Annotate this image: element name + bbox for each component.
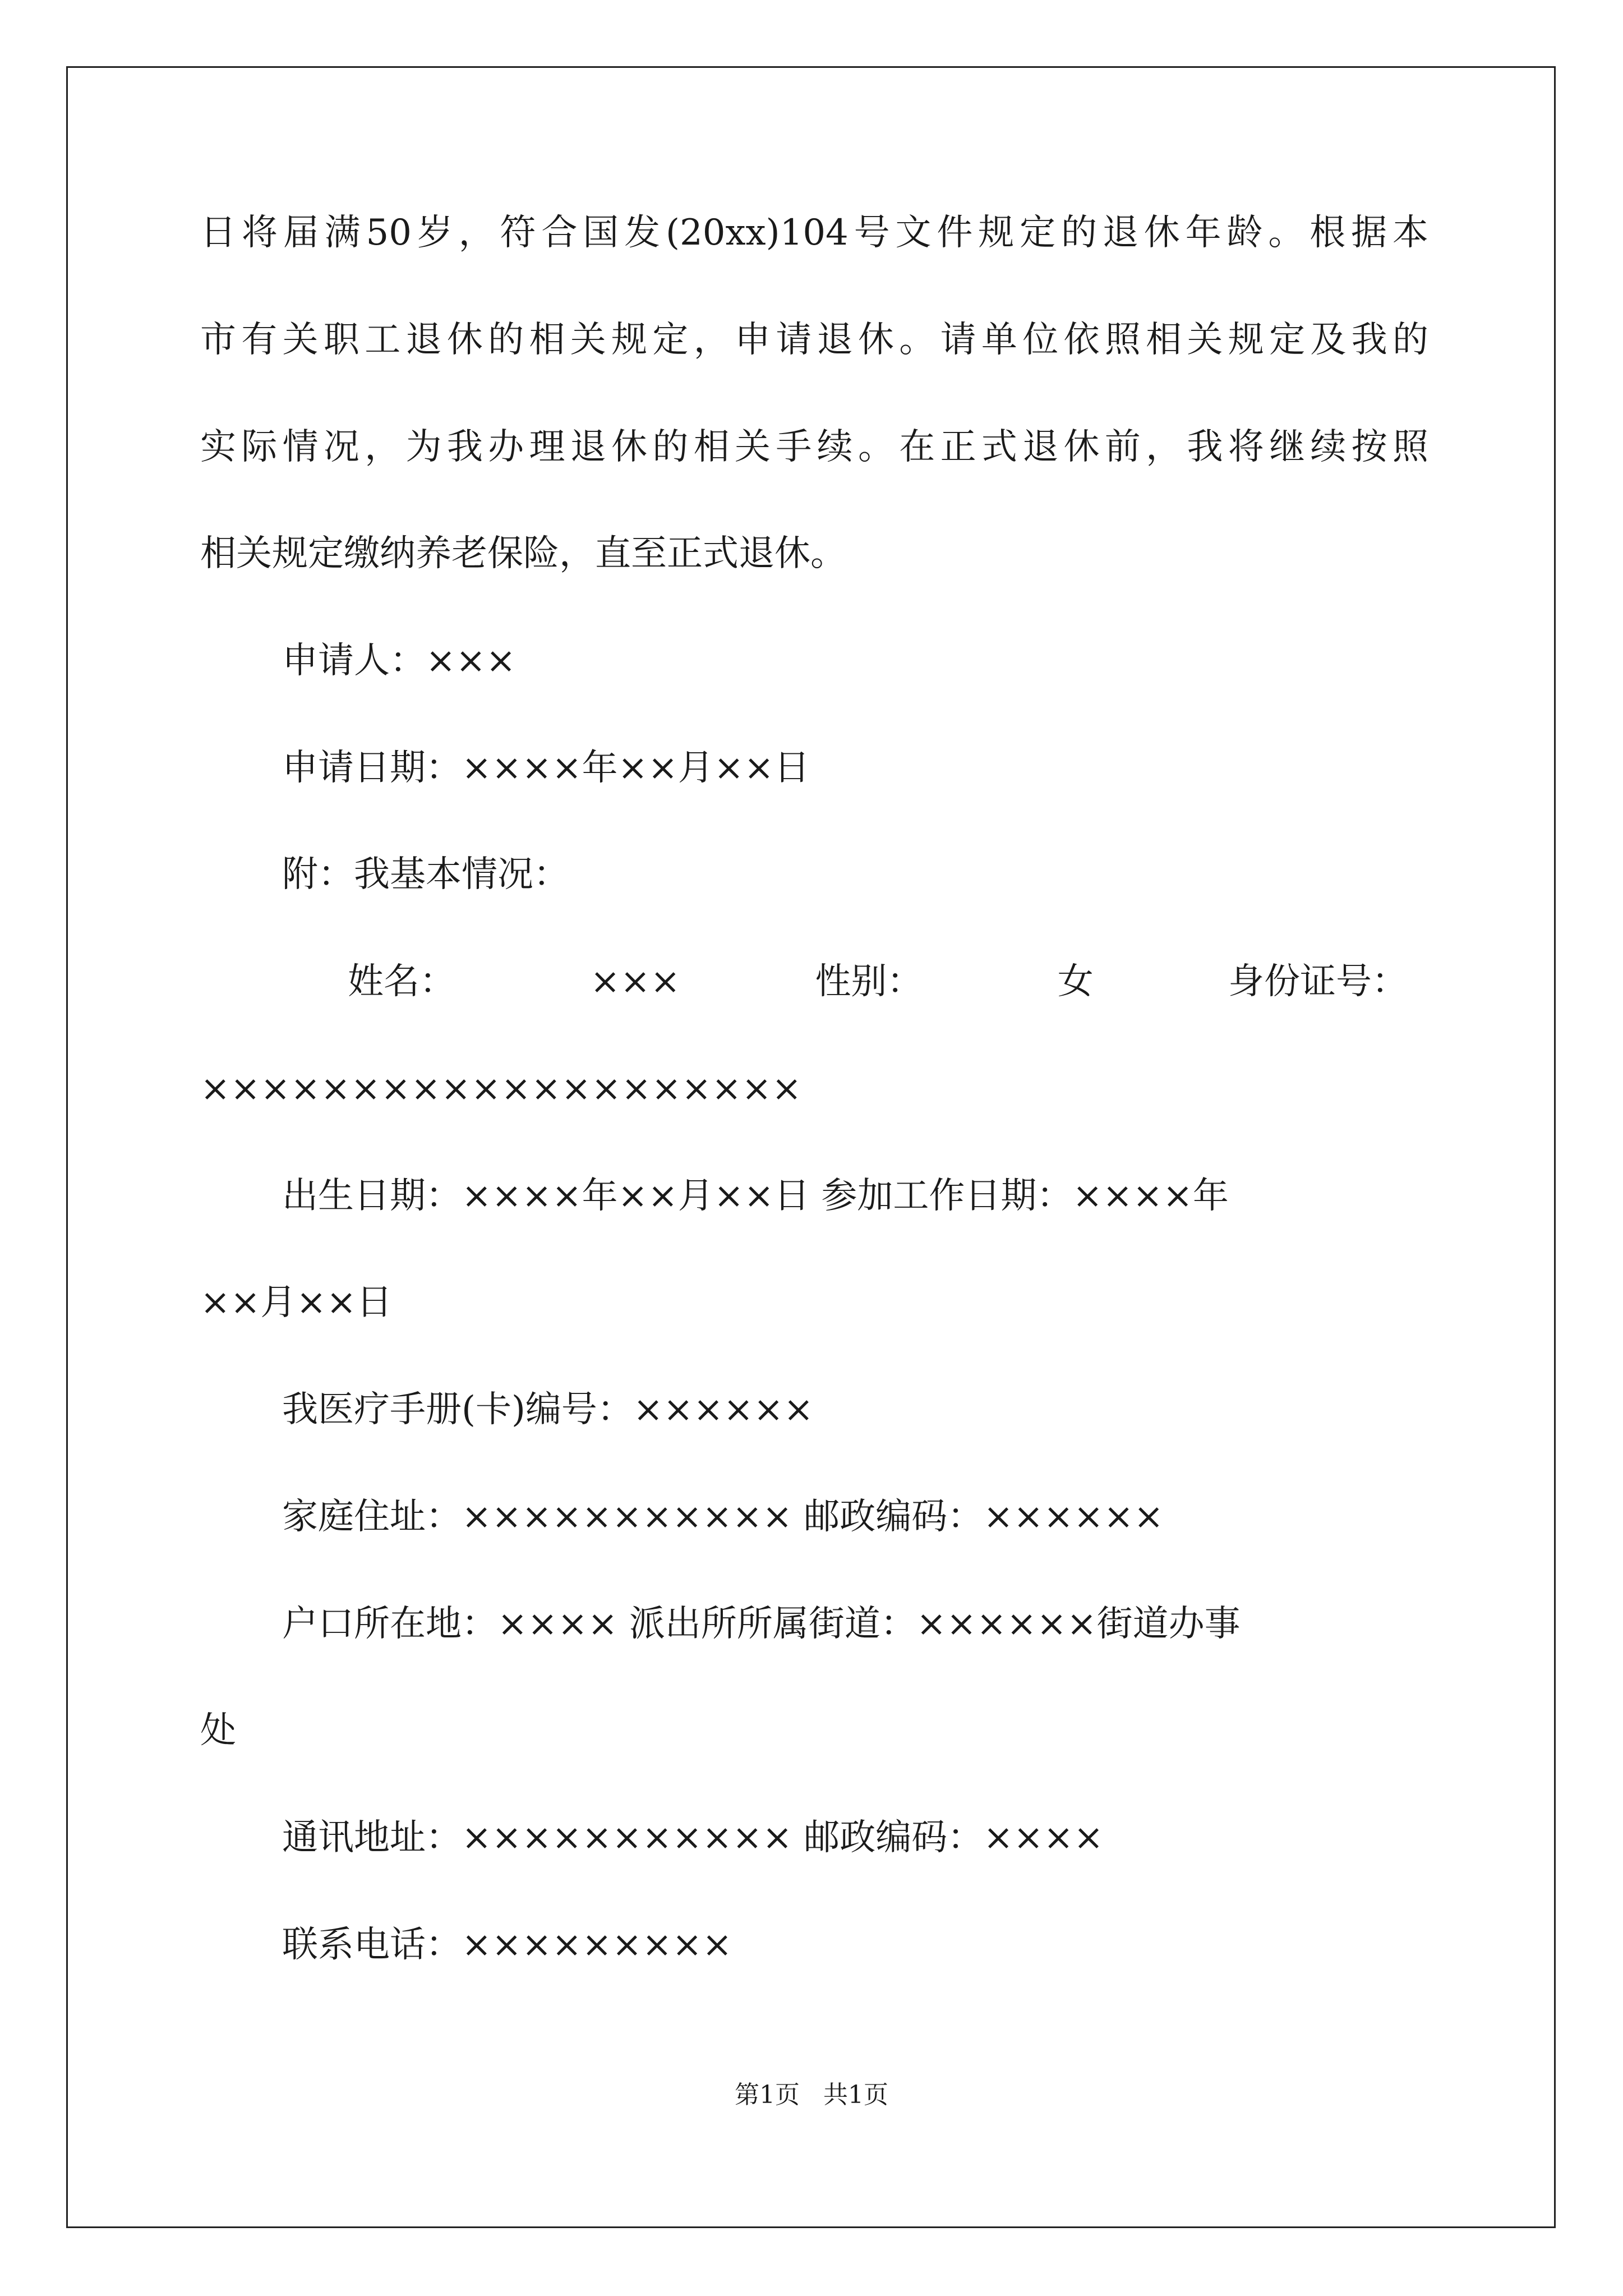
- mail-address-line: 通讯地址：××××××××××× 邮政编码：××××: [282, 1817, 1104, 1858]
- apply-date-line: 申请日期：××××年××月××日: [282, 747, 810, 789]
- medical-card-line: 我医疗手册(卡)编号：××××××: [282, 1389, 814, 1430]
- paragraph-line-2: 市有关职工退休的相关规定，申请退休。请单位依照相关规定及我的: [200, 319, 1428, 361]
- hukou-line-2: 处: [200, 1710, 236, 1751]
- page-border: [66, 66, 1556, 2228]
- gender-label: 性别：: [815, 961, 923, 1002]
- phone-line: 联系电话：×××××××××: [282, 1924, 732, 1966]
- name-value: ×××: [590, 961, 681, 1002]
- info-row: [348, 959, 1408, 1004]
- dates-line-2: ××月××日: [200, 1282, 393, 1323]
- gender-value: 女: [1057, 961, 1094, 1002]
- appendix-title: 附：我基本情况：: [282, 854, 569, 895]
- page-number-footer: 第1页 共1页: [735, 2081, 888, 2109]
- dates-line-1: 出生日期：××××年××月××日 参加工作日期：××××年: [282, 1175, 1229, 1217]
- hukou-line-1: 户口所在地：×××× 派出所所属街道：××××××街道办事: [282, 1603, 1241, 1645]
- applicant-line: 申请人：×××: [282, 640, 516, 682]
- paragraph-line-3: 实际情况，为我办理退休的相关手续。在正式退休前，我将继续按照: [200, 426, 1428, 468]
- paragraph-line-1: 日将届满50岁，符合国发(20xx)104号文件规定的退休年龄。根据本: [200, 212, 1428, 254]
- name-label: 姓名：: [348, 961, 455, 1002]
- paragraph-line-4: 相关规定缴纳养老保险，直至正式退休。: [200, 533, 846, 574]
- home-address-line: 家庭住址：××××××××××× 邮政编码：××××××: [282, 1496, 1164, 1538]
- id-value: ××××××××××××××××××××: [200, 1068, 802, 1110]
- id-label: 身份证号：: [1228, 961, 1408, 1002]
